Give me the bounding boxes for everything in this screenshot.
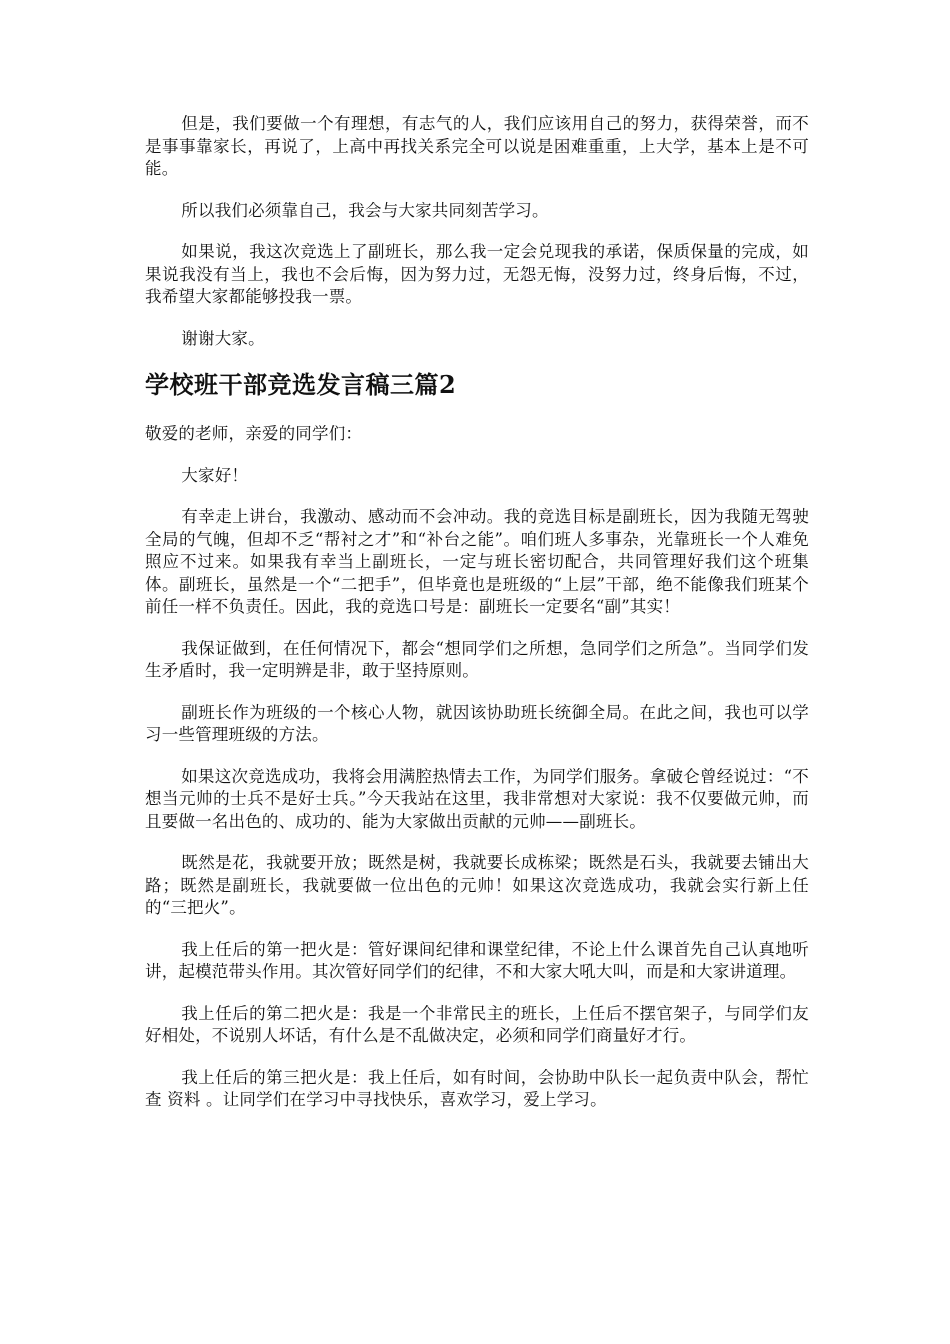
paragraph: 我上任后的第一把火是：管好课间纪律和课堂纪律，不论上什么课首先自己认真地听讲，起模范带头作用。其次管好同学们的纪律，不和大家大吼大叫，而是和大家讲道理。	[145, 939, 809, 981]
document-page	[145, 113, 809, 1131]
paragraph: 有幸走上讲台，我激动、感动而不会冲动。我的竞选目标是副班长，因为我随无驾驶全局的气魄，但却不乏“帮衬之才”和“补台之能”。咱们班人多事杂，光靠班长一个人难免照应不过来。如果我有幸当上副班长，一定与班长密切配合，共同管理好我们这个班集体。副班长，虽然是一个“二把手”，但毕竟也是班级的“上层”干部，绝不能像我们班某个前任一样不负责任。因此，我的竞选口号是：副班长一定要名“副”其实！	[145, 507, 809, 616]
paragraph: 如果这次竞选成功，我将会用满腔热情去工作，为同学们服务。拿破仑曾经说过：“不想当元帅的士兵不是好士兵。”今天我站在这里，我非常想对大家说：我不仅要做元帅，而且要做一名出色的、成功的、能为大家做出贡献的元帅——副班长。	[145, 766, 809, 831]
paragraph: 大家好！	[181, 465, 249, 485]
salutation: 敬爱的老师，亲爱的同学们：	[145, 424, 363, 443]
paragraph: 所以我们必须靠自己，我会与大家共同刻苦学习。	[181, 200, 549, 220]
paragraph: 我上任后的第三把火是：我上任后，如有时间，会协助中队长一起负责中队会，帮忙查 资料 。让同学们在学习中寻找快乐，喜欢学习，爱上学习。	[145, 1067, 809, 1109]
paragraph: 如果说，我这次竞选上了副班长，那么我一定会兑现我的承诺，保质保量的完成，如果说我没有当上，我也不会后悔，因为努力过，无怨无悔，没努力过，终身后悔，不过，我希望大家都能够投我一票。	[145, 242, 809, 306]
paragraph: 谢谢大家。	[181, 328, 265, 348]
section-heading: 学校班干部竞选发言稿三篇2	[145, 370, 457, 399]
paragraph: 我上任后的第二把火是：我是一个非常民主的班长，上任后不摆官架子，与同学们友好相处，不说别人坏话，有什么是不乱做决定，必须和同学们商量好才行。	[145, 1003, 809, 1045]
paragraph: 我保证做到，在任何情况下，都会“想同学们之所想，急同学们之所急”。当同学们发生矛盾时，我一定明辨是非，敢于坚持原则。	[145, 638, 809, 680]
paragraph: 既然是花，我就要开放；既然是树，我就要长成栋梁；既然是石头，我就要去铺出大路；既然是副班长，我就要做一位出色的元帅！如果这次竞选成功，我就会实行新上任的“三把火”。	[145, 853, 809, 917]
paragraph: 但是，我们要做一个有理想，有志气的人，我们应该用自己的努力，获得荣誉，而不是事事靠家长，再说了，上高中再找关系完全可以说是困难重重，上大学，基本上是不可能。	[145, 114, 809, 178]
paragraph: 副班长作为班级的一个核心人物，就因该协助班长统御全局。在此之间，我也可以学习一些管理班级的方法。	[145, 702, 809, 744]
